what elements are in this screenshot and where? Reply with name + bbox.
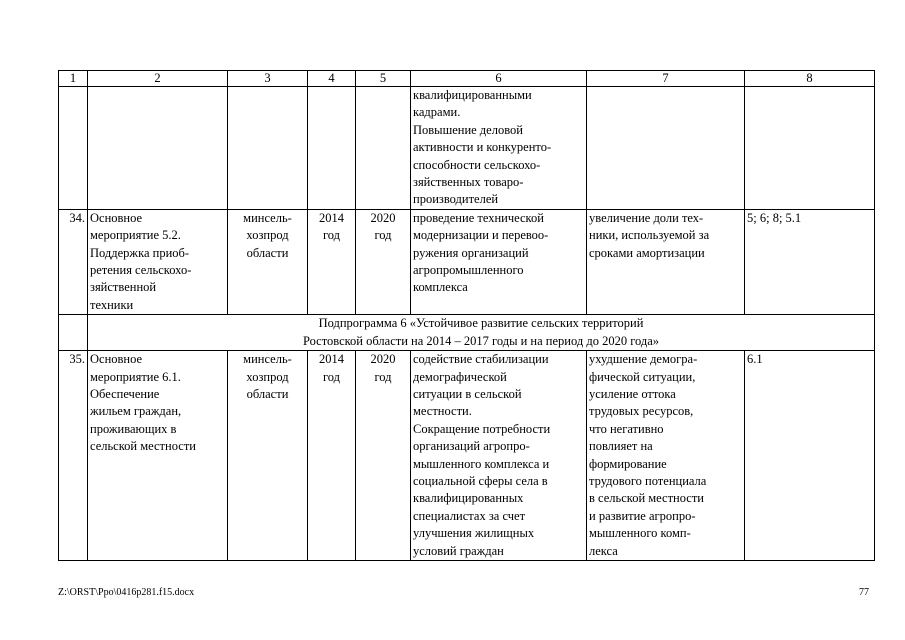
text-line: кадрами. (413, 105, 461, 120)
number-cell (59, 87, 88, 210)
text-line: хозпрод (246, 228, 289, 243)
text-line: специалистах за счет (413, 508, 526, 523)
text-line: способности сельскохо- (413, 157, 541, 172)
text-line: Поддержка приоб- (90, 245, 190, 260)
measure-cell (88, 209, 228, 314)
text-line: 2020 (370, 352, 396, 367)
text-line: проведение технической (413, 210, 544, 225)
text-line: области (246, 245, 289, 260)
program-table (58, 70, 875, 561)
text-line: фической ситуации, (589, 369, 696, 384)
text-line: усиление оттока (589, 386, 676, 401)
file-path: Z:\ORST\Ppo\0416p281.f15.docx (58, 587, 195, 598)
header-cell: 7 (587, 71, 745, 87)
text-line: формирование (589, 456, 667, 471)
text-line: области (246, 386, 289, 401)
consequence-cell (587, 351, 745, 561)
table-row-continuation (59, 87, 875, 210)
text-line: улучшения жилищных (413, 526, 535, 541)
text-line: год (322, 228, 341, 243)
text-line: увеличение доли тех- (589, 210, 704, 225)
text-line: квалифицированными (413, 88, 532, 102)
text-line: Основное (90, 210, 143, 225)
text-line: ухудшение демогра- (589, 352, 698, 367)
executor-cell (228, 351, 308, 561)
header-cell: 5 (356, 71, 411, 87)
text-line: и развитие агропро- (589, 508, 696, 523)
text-line: квалифицированных (413, 491, 524, 506)
start-year-cell (308, 87, 356, 210)
text-line: год (374, 228, 392, 243)
consequence-cell (587, 87, 745, 210)
header-row (59, 71, 875, 87)
executor-cell (228, 209, 308, 314)
number-cell (59, 315, 88, 351)
end-year-cell (356, 351, 411, 561)
header-cell: 2 (88, 71, 228, 87)
text-line: организаций агропро- (413, 439, 530, 454)
text-line: 2020 (370, 210, 396, 225)
text-line: Подпрограмма 6 «Устойчивое развитие сельских территорий (318, 316, 644, 331)
text-line: ники, используемой за (589, 228, 710, 243)
text-line: Сокращение потребности (413, 421, 551, 436)
page-number: 77 (859, 587, 869, 598)
text-line: трудового потенциала (589, 473, 707, 488)
result-cell (411, 87, 587, 210)
text-line: зяйственных товаро- (413, 175, 524, 190)
header-cell: 6 (411, 71, 587, 87)
start-year-cell (308, 351, 356, 561)
text-line: местности. (413, 404, 472, 419)
subprogram-row (59, 315, 875, 351)
text-line: хозпрод (246, 369, 289, 384)
subprogram-title (88, 315, 875, 351)
text-line: мышленного комп- (589, 526, 691, 541)
text-line: демографической (413, 369, 507, 384)
text-line: агропромышленного (413, 263, 524, 278)
number-cell: 34. (59, 209, 88, 314)
text-line: повлияет на (589, 439, 653, 454)
table-row-34 (59, 209, 875, 314)
text-line: Ростовской области на 2014 – 2017 годы и на период до 2020 года» (302, 333, 660, 348)
number-cell: 35. (59, 351, 88, 561)
text-line: ретения сельскохо- (90, 263, 192, 278)
text-line: 2014 (319, 210, 344, 225)
text-line: трудовых ресурсов, (589, 404, 694, 419)
text-line: социальной сферы села в (413, 473, 548, 488)
result-cell (411, 351, 587, 561)
header-cell: 1 (59, 71, 88, 87)
text-line: жильем граждан, (90, 404, 182, 419)
text-line: мышленного комплекса и (413, 456, 550, 471)
text-line: 2014 (319, 352, 344, 367)
text-line: ситуации в сельской (413, 386, 522, 401)
header-cell: 4 (308, 71, 356, 87)
indicator-cell (745, 209, 875, 314)
executor-cell (228, 87, 308, 210)
text-line: условий граждан (413, 543, 504, 558)
text-line: модернизации и перевоо- (413, 228, 549, 243)
text-line: минсель- (243, 210, 292, 225)
text-line: мероприятие 5.2. (90, 228, 181, 243)
text-line: 6.1 (747, 352, 763, 367)
measure-cell (88, 87, 228, 210)
text-line: ружения организаций (413, 245, 529, 260)
text-line: комплекса (413, 280, 468, 295)
text-line: зяйственной (90, 280, 157, 295)
text-line: минсель- (243, 352, 292, 367)
consequence-cell (587, 209, 745, 314)
measure-cell (88, 351, 228, 561)
text-line: сроками амортизации (589, 245, 705, 260)
text-line: Основное (90, 352, 143, 367)
text-line: в сельской местности (589, 491, 704, 506)
result-cell (411, 209, 587, 314)
text-line: что негативно (589, 421, 664, 436)
text-line: 5; 6; 8; 5.1 (747, 210, 802, 225)
indicator-cell (745, 87, 875, 210)
text-line: техники (90, 297, 134, 312)
header-cell: 8 (745, 71, 875, 87)
text-line: Повышение деловой (413, 122, 523, 137)
text-line: год (374, 369, 392, 384)
text-line: лекса (589, 543, 618, 558)
end-year-cell (356, 87, 411, 210)
end-year-cell (356, 209, 411, 314)
text-line: проживающих в (90, 421, 177, 436)
text-line: активности и конкуренто- (413, 140, 552, 155)
text-line: Обеспечение (90, 386, 160, 401)
text-line: производителей (413, 192, 499, 207)
text-line: содействие стабилизации (413, 352, 549, 367)
text-line: год (322, 369, 341, 384)
indicator-cell (745, 351, 875, 561)
text-line: мероприятие 6.1. (90, 369, 181, 384)
start-year-cell (308, 209, 356, 314)
table-row-35 (59, 351, 875, 561)
header-cell: 3 (228, 71, 308, 87)
text-line: сельской местности (90, 439, 196, 454)
